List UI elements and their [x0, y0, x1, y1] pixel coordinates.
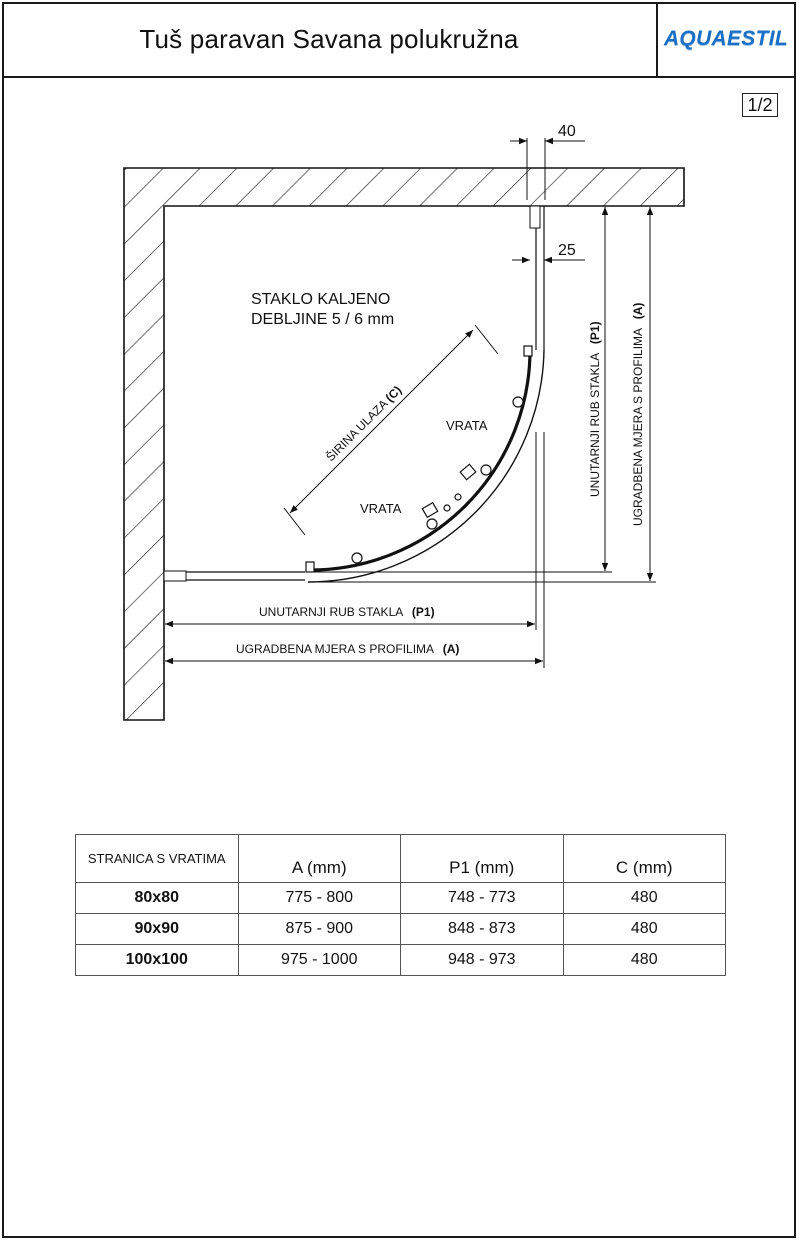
- table-row: [76, 914, 726, 945]
- glass-note-line1: STAKLO KALJENO: [251, 291, 391, 308]
- table-header: STRANICA S VRATIMA: [76, 835, 239, 883]
- table-cell-size: 100x100: [76, 945, 239, 976]
- dim-25-label: 25: [558, 242, 576, 259]
- page-number: 1/2: [742, 93, 778, 117]
- table-row: [76, 945, 726, 976]
- table-cell-a: 975 - 1000: [238, 945, 401, 976]
- table-header-row: [76, 835, 726, 883]
- table-cell-c: 480: [563, 883, 726, 914]
- table-cell-size: 90x90: [76, 914, 239, 945]
- table-cell-p1: 748 - 773: [401, 883, 564, 914]
- page-title: Tuš paravan Savana polukružna: [139, 23, 519, 54]
- size-table: [75, 834, 726, 976]
- table-header: P1 (mm): [401, 835, 564, 883]
- entrance-width-label: ŠIRINA ULAZA (C): [323, 383, 405, 465]
- table-cell-p1: 948 - 973: [401, 945, 564, 976]
- table-cell-a: 775 - 800: [238, 883, 401, 914]
- inner-glass-edge-label: UNUTARNJI RUB STAKLA (P1): [259, 605, 435, 619]
- install-size-label: UGRADBENA MJERA S PROFILIMA (A): [236, 642, 460, 656]
- table-header: A (mm): [238, 835, 401, 883]
- door-label-upper: VRATA: [446, 418, 488, 433]
- dim-40-label: 40: [558, 123, 576, 140]
- table-cell-p1: 848 - 873: [401, 914, 564, 945]
- table-cell-c: 480: [563, 945, 726, 976]
- table-row: [76, 883, 726, 914]
- vertical-dimensions: [310, 207, 656, 582]
- glass-note-line2: DEBLJINE 5 / 6 mm: [251, 311, 395, 328]
- table-cell-size: 80x80: [76, 883, 239, 914]
- top-wall-profile: [530, 206, 540, 228]
- curved-outer-edge: [308, 350, 544, 582]
- door-rollers: [306, 346, 532, 572]
- table-header: C (mm): [563, 835, 726, 883]
- table-cell-a: 875 - 900: [238, 914, 401, 945]
- table-cell-c: 480: [563, 914, 726, 945]
- brand-logo: AQUAESTIL: [663, 27, 789, 50]
- vertical-inner-label: UNUTARNJI RUB STAKLA (P1): [588, 321, 602, 497]
- vertical-install-label: UGRADBENA MJERA S PROFILIMA (A): [631, 302, 645, 526]
- left-wall-profile: [164, 571, 186, 581]
- door-label-lower: VRATA: [360, 501, 402, 516]
